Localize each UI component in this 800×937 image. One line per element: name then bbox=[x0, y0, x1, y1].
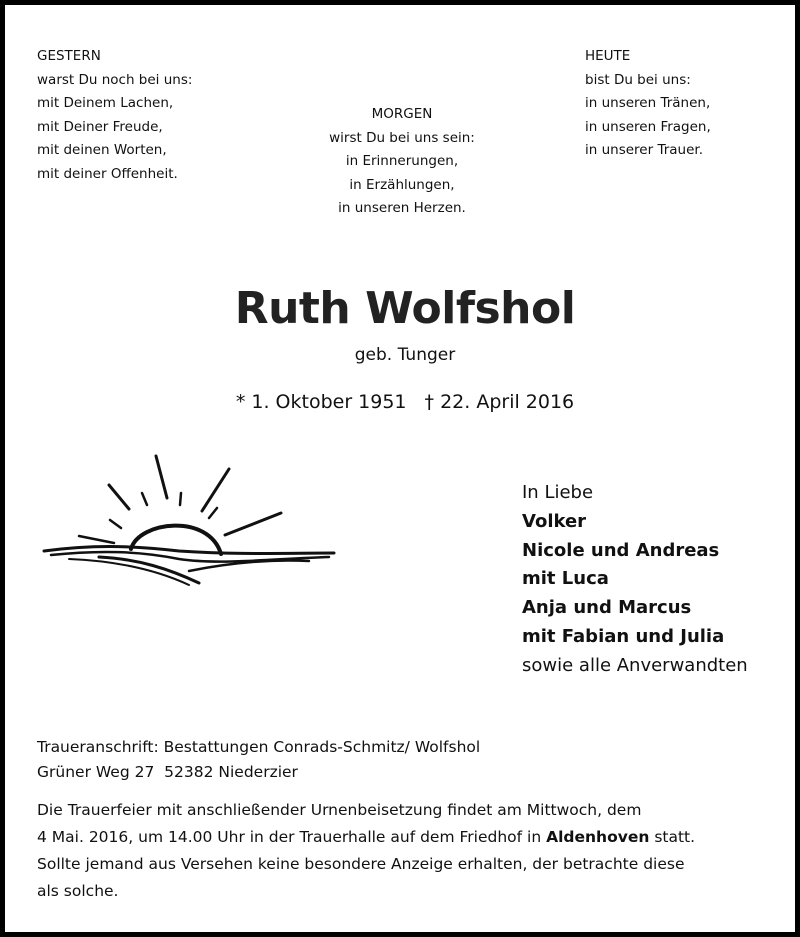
mourners-closing: sowie alle Anverwandten bbox=[522, 654, 748, 676]
mourners-list bbox=[522, 479, 748, 681]
poem-line: mit deinen Worten, bbox=[37, 142, 167, 158]
poem-line: in Erzählungen, bbox=[349, 176, 455, 193]
maiden-name: geb. Tunger bbox=[354, 345, 456, 365]
poem-line: mit deiner Offenheit. bbox=[37, 165, 178, 182]
address-line: Grüner Weg 27 52382 Niederzier bbox=[37, 763, 298, 781]
poem-line: MORGEN bbox=[371, 106, 433, 122]
poem-line: HEUTE bbox=[585, 48, 631, 64]
mourning-address bbox=[37, 735, 480, 785]
poem-line: mit Deiner Freude, bbox=[37, 118, 163, 135]
deceased-name: Ruth Wolfshol bbox=[234, 283, 576, 334]
poem-line: wirst Du bei uns sein: bbox=[329, 129, 475, 146]
poem-line: in Erinnerungen, bbox=[345, 153, 459, 169]
death-date: † 22. April 2016 bbox=[424, 391, 575, 413]
mourner-name: Volker bbox=[522, 510, 587, 532]
poem-yesterday bbox=[37, 45, 192, 186]
funeral-line: Sollte jemand aus Versehen keine besondere Anzeige erhalten, der betrachte diese bbox=[37, 855, 685, 873]
poem-today bbox=[585, 45, 711, 163]
poem-tomorrow bbox=[267, 103, 537, 221]
poem-line: mit Deinem Lachen, bbox=[37, 95, 174, 111]
address-line: Traueranschrift: Bestattungen Conrads-Schmitz/ Wolfshol bbox=[37, 738, 481, 756]
funeral-text: 4 Mai. 2016, um 14.00 Uhr in der Trauerhalle auf dem Friedhof in bbox=[37, 828, 547, 846]
funeral-details bbox=[37, 797, 772, 905]
funeral-line: als solche. bbox=[37, 882, 119, 900]
funeral-place: Aldenhoven bbox=[546, 828, 650, 846]
poem-line: in unserer Trauer. bbox=[585, 142, 703, 158]
poem-line: in unseren Tränen, bbox=[585, 95, 711, 111]
poem-line: in unseren Herzen. bbox=[338, 200, 466, 216]
poem-line: GESTERN bbox=[37, 48, 101, 64]
mourner-name: mit Luca bbox=[522, 568, 609, 590]
funeral-text: statt. bbox=[649, 828, 696, 846]
poem-line: bist Du bei uns: bbox=[585, 71, 691, 88]
poem-line: warst Du noch bei uns: bbox=[37, 71, 193, 88]
sunset-icon bbox=[39, 451, 339, 591]
mourners-intro: In Liebe bbox=[522, 482, 594, 503]
funeral-line bbox=[37, 824, 772, 851]
mourner-name: mit Fabian und Julia bbox=[522, 625, 725, 647]
life-dates bbox=[5, 391, 800, 413]
funeral-line: Die Trauerfeier mit anschließender Urnenbeisetzung findet am Mittwoch, dem bbox=[37, 801, 642, 819]
poem-line: in unseren Fragen, bbox=[585, 118, 711, 135]
mourner-name: Nicole und Andreas bbox=[522, 539, 720, 561]
birth-date: * 1. Oktober 1951 bbox=[235, 391, 407, 413]
mourner-name: Anja und Marcus bbox=[522, 597, 692, 619]
